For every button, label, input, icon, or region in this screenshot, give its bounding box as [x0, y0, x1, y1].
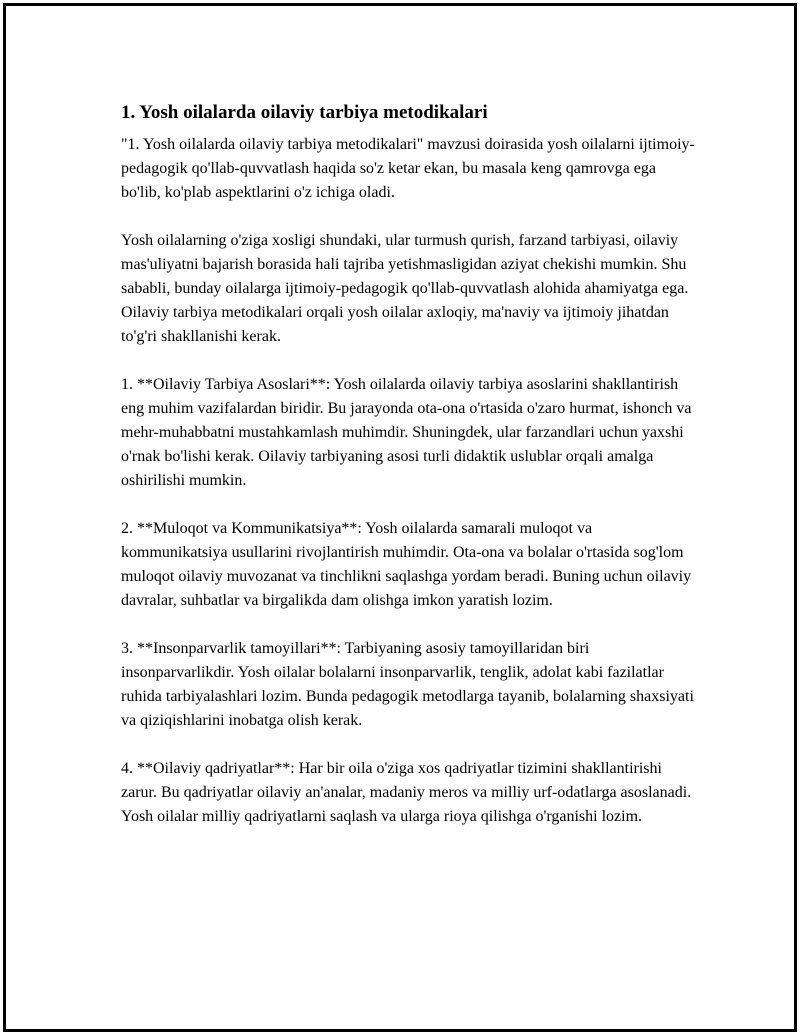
- page-frame: [3, 3, 797, 1032]
- paragraph-point-3: 3. **Insonparvarlik tamoyillari**: Tarbiyaning asosiy tamoyillaridan biri insonparvarlikdir. Yosh oilalar bolalarni insonparvarlik, tenglik, adolat kabi fazilatlar ruhida tarbiyalashlari lozim. Bunda pedagogik metodlarga tayanib, bolalarning shaxsiyati va qiziqishlarini inobatga olish kerak.: [121, 640, 694, 729]
- paragraph-point-4: 4. **Oilaviy qadriyatlar**: Har bir oila o'ziga xos qadriyatlar tizimini shakllantirishi zarur. Bu qadriyatlar oilaviy an'analar, madaniy meros va milliy urf-odatlarga asoslanadi. Yosh oilalar milliy qadriyatlarni saqlash va ularga rioya qilishga o'rganishi lozim.: [121, 760, 692, 825]
- document-title: 1. Yosh oilalarda oilaviy tarbiya metodikalari: [121, 102, 488, 123]
- paragraph-point-2: 2. **Muloqot va Kommunikatsiya**: Yosh oilalarda samarali muloqot va kommunikatsiya usullarini rivojlantirish muhimdir. Ota-ona va bolalar o'rtasida sog'lom muloqot oilaviy muvozanat va tinchlikni saqlashga yordam beradi. Buning uchun oilaviy davralar, suhbatlar va birgalikda dam olishga imkon yaratish lozim.: [121, 520, 692, 609]
- document-body: [121, 101, 696, 853]
- paragraph-young-families: Yosh oilalarning o'ziga xosligi shundaki, ular turmush qurish, farzand tarbiyasi, oilaviy mas'uliyatni bajarish borasida hali tajriba yetishmasligidan aziyat chekishi mumkin. Shu sababli, bunday oilalarga ijtimoiy-pedagogik qo'llab-quvvatlash alohida ahamiyatga ega. Oilaviy tarbiya metodikalari orqali yosh oilalar axloqiy, ma'naviy va ijtimoiy jihatdan to'g'ri shakllanishi kerak.: [121, 232, 689, 345]
- paragraph-intro: "1. Yosh oilalarda oilaviy tarbiya metodikalari" mavzusi doirasida yosh oilalarni ijtimoiy-pedagogik qo'llab-quvvatlash haqida so'z ketar ekan, bu masala keng qamrovga ega bo'lib, ko'plab aspektlarini o'z ichiga oladi.: [121, 136, 695, 201]
- paragraph-point-1: 1. **Oilaviy Tarbiya Asoslari**: Yosh oilalarda oilaviy tarbiya asoslarini shakllantirish eng muhim vazifalardan biridir. Bu jarayonda ota-ona o'rtasida o'zaro hurmat, ishonch va mehr-muhabbatni mustahkamlash muhimdir. Shuningdek, ular farzandlari uchun yaxshi o'rnak bo'lishi kerak. Oilaviy tarbiyaning asosi turli didaktik uslublar orqali amalga oshirilishi mumkin.: [121, 376, 692, 489]
